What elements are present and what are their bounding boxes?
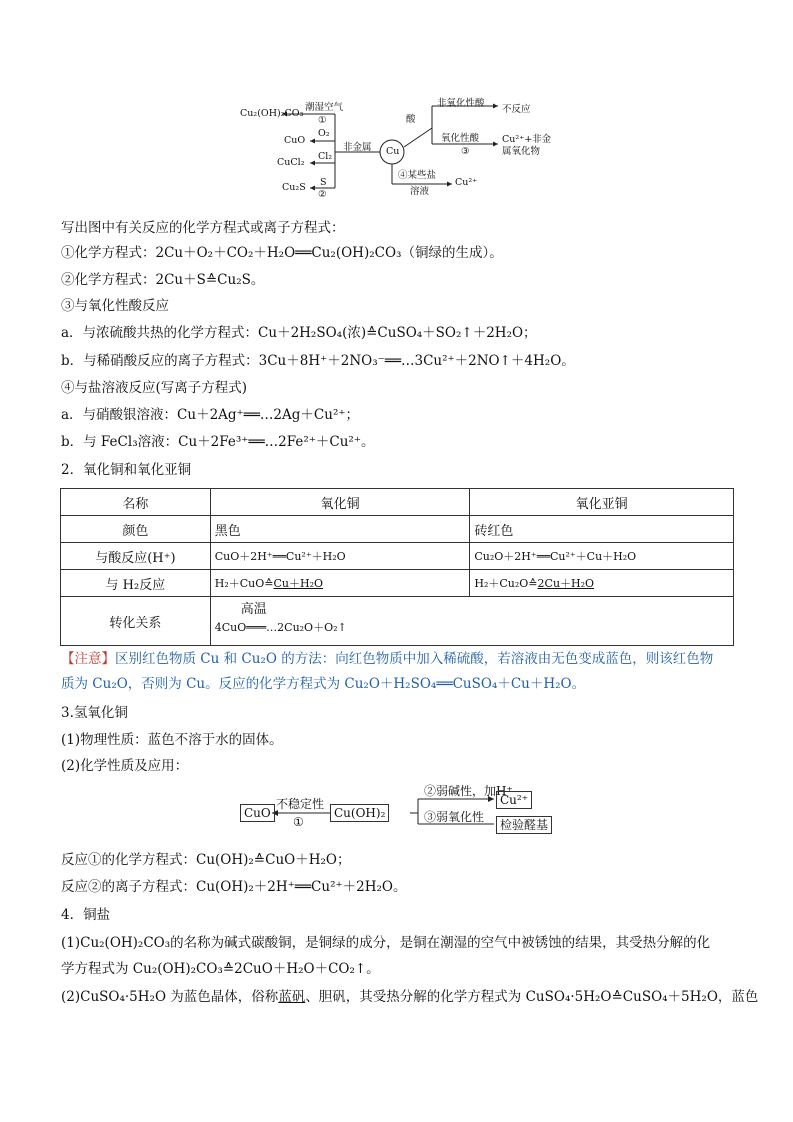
section-3-title: 3.氢氧化铜 [61, 705, 128, 721]
table-cell [210, 570, 470, 597]
product-cu2s: Cu₂S [282, 182, 306, 193]
table-cell: 与酸反应(H⁺) [61, 543, 211, 570]
conversion-condition: 高温 [240, 602, 267, 617]
reaction-1: 反应①的化学方程式：Cu(OH)₂≙CuO＋H₂O； [61, 852, 351, 868]
p2-pre: (2)CuSO₄·5H₂O 为蓝色晶体，俗称 [61, 989, 279, 1005]
box-cuo: CuO [240, 804, 275, 822]
table-cell: 颜色 [61, 516, 211, 543]
table-header: 名称 [61, 489, 211, 516]
table-cell [470, 570, 734, 597]
equation-4a: a．与硝酸银溶液：Cu＋2Ag⁺══…2Ag＋Cu²⁺； [61, 407, 359, 423]
table-header: 氧化亚铜 [470, 489, 734, 516]
label-cu-center: Cu [386, 146, 400, 157]
equation-4b: b．与 FeCl₃溶液：Cu＋2Fe³⁺══…2Fe²⁺＋Cu²⁺。 [61, 434, 375, 450]
table-cell: 转化关系 [61, 597, 211, 646]
note-line-2: 质为 Cu₂O，否则为 Cu。反应的化学方程式为 Cu₂O＋H₂SO₄══CuSO₄＋Cu＋H₂O。 [61, 676, 586, 692]
table-row [61, 597, 734, 646]
label-weak-oxidizing: ③弱氧化性 [424, 810, 485, 824]
table-row [61, 570, 734, 597]
h2-cuo-lhs: H₂＋CuO≙ [214, 577, 274, 590]
section-4-p2 [61, 988, 758, 1006]
section-3-p2: (2)化学性质及应用： [61, 758, 189, 774]
h2-cu2o-rhs: 2Cu＋H₂O [537, 577, 595, 590]
p2-post: 、胆矾，其受热分解的化学方程式为 CuSO₄·5H₂O≙CuSO₄＋5H₂O，蓝色 [305, 989, 759, 1005]
table-header: 氧化铜 [210, 489, 470, 516]
label-some-salts: ④某些盐 [398, 170, 437, 181]
box-aldehyde-test: 检验醛基 [496, 816, 552, 834]
label-product-oxacid-2: 属氧化物 [502, 146, 541, 157]
label-acid: 酸 [406, 114, 416, 125]
label-no-reaction: 不反应 [502, 104, 531, 115]
label-circle-1b: ① [293, 815, 304, 829]
label-circle-1: ① [318, 115, 327, 126]
section-2-title: 2．氧化铜和氧化亚铜 [61, 462, 192, 478]
table-cell: 砖红色 [470, 516, 734, 543]
label-non-oxidizing-acid: 非氧化性酸 [437, 98, 485, 109]
note-tag: 【注意】 [61, 651, 115, 667]
equation-1: ①化学方程式：2Cu＋O₂＋CO₂＋H₂O══Cu₂(OH)₂CO₃（铜绿的生成）。 [61, 245, 503, 261]
label-humid-air: 潮湿空气 [305, 102, 344, 113]
h2-cuo-rhs: Cu＋H₂O [273, 577, 324, 590]
label-unstable: 不稳定性 [276, 797, 325, 811]
product-basic-copper-carbonate: Cu₂(OH)₂CO₃ [240, 108, 304, 119]
label-cl2: Cl₂ [318, 151, 333, 162]
label-nonmetal: 非金属 [343, 142, 372, 153]
table-header-row [61, 489, 734, 516]
equation-2: ②化学方程式：2Cu＋S≙Cu₂S。 [61, 272, 265, 288]
label-oxidizing-acid: 氧化性酸 [441, 133, 480, 144]
label-cu2plus: Cu²⁺ [455, 177, 478, 188]
label-circle-2: ② [318, 189, 327, 200]
table-cell: 与 H₂反应 [61, 570, 211, 597]
table-cell: CuO＋2H⁺══Cu²⁺＋H₂O [210, 543, 470, 570]
section-4-p1b: 学方程式为 Cu₂(OH)₂CO₃≙2CuO＋H₂O＋CO₂↑。 [61, 961, 380, 977]
label-circle-3: ③ [461, 146, 470, 157]
label-o2: O₂ [318, 128, 330, 139]
conversion-equation: 4CuO═══…2Cu₂O＋O₂↑ [214, 621, 347, 634]
table-row [61, 516, 734, 543]
table-cell [210, 597, 733, 646]
label-product-oxacid: Cu²⁺+非金 [502, 134, 552, 145]
table-cell: 黑色 [210, 516, 470, 543]
equation-3-heading: ③与氧化性酸反应 [61, 298, 169, 314]
product-cuo: CuO [284, 135, 306, 146]
copper-oxides-table [60, 488, 734, 646]
label-s: S [320, 177, 327, 188]
section-3-p1: (1)物理性质：蓝色不溶于水的固体。 [61, 732, 283, 748]
p2-underlined: 蓝矾 [278, 989, 306, 1005]
h2-cu2o-lhs: H₂＋Cu₂O≙ [474, 577, 538, 590]
box-cu2plus: Cu²⁺ [496, 791, 532, 809]
note-text-1: 区别红色物质 Cu 和 Cu₂O 的方法：向红色物质中加入稀硫酸，若溶液由无色变成蓝色，则该红色物 [115, 651, 714, 667]
table-cell: Cu₂O＋2H⁺══Cu²⁺＋Cu＋H₂O [470, 543, 734, 570]
section-4-title: 4．铜盐 [61, 907, 111, 923]
product-cucl2: CuCl₂ [277, 157, 305, 168]
note-line-1 [61, 650, 713, 668]
reaction-2: 反应②的离子方程式：Cu(OH)₂＋2H⁺══Cu²⁺＋2H₂O。 [61, 879, 407, 895]
equation-3a: a．与浓硫酸共热的化学方程式：Cu＋2H₂SO₄(浓)≙CuSO₄＋SO₂↑＋2H₂O； [61, 325, 537, 341]
label-solution: 溶液 [410, 186, 430, 197]
equation-3b: b．与稀硝酸反应的离子方程式：3Cu＋8H⁺＋2NO₃⁻══…3Cu²⁺＋2NO↑＋4H₂O。 [61, 353, 575, 369]
equation-4-heading: ④与盐溶液反应(写离子方程式) [61, 380, 248, 396]
section-4-p1a: (1)Cu₂(OH)₂CO₃的名称为碱式碳酸铜，是铜绿的成分，是铜在潮湿的空气中被锈蚀的结果，其受热分解的化 [61, 935, 711, 951]
intro-text: 写出图中有关反应的化学方程式或离子方程式： [61, 220, 345, 236]
table-row [61, 543, 734, 570]
label-weak-base: ②弱碱性，加H⁺ [424, 784, 513, 798]
box-cuoh2: Cu(OH)₂ [330, 804, 389, 822]
